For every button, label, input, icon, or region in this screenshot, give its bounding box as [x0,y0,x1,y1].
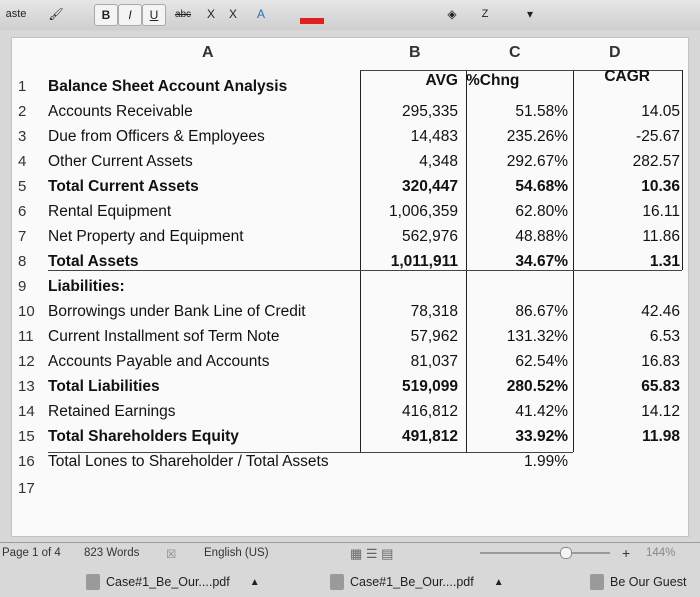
account-label[interactable]: Total Shareholders Equity [48,428,239,445]
download-filename: Case#1_Be_Our....pdf [350,575,474,589]
avg-value[interactable]: 320,447 [401,178,458,195]
paste-button[interactable]: aste [5,8,27,20]
pct-change-value[interactable]: 41.42% [515,403,568,420]
zoom-slider-thumb[interactable] [560,547,572,559]
sort-button[interactable]: Z [481,8,489,20]
avg-value[interactable]: 491,812 [401,428,458,445]
bold-button[interactable]: B [94,4,118,26]
proofing-icon[interactable]: ☒ [166,549,177,561]
format-painter-icon[interactable]: 🖌 [48,7,64,21]
avg-value[interactable]: AVG [425,72,458,89]
row-number[interactable]: 16 [18,453,35,470]
account-label[interactable]: Total Current Assets [48,178,199,195]
row-number[interactable]: 4 [18,153,27,170]
account-label[interactable]: Liabilities: [48,278,125,295]
download-item[interactable] [330,571,504,593]
avg-value[interactable]: 295,335 [401,103,458,120]
row-number[interactable]: 7 [18,228,27,245]
view-mode-icons[interactable]: ▦ ☰ ▤ [350,546,394,561]
row-number[interactable]: 1 [18,78,27,95]
table-row [12,253,688,278]
row-number[interactable]: 6 [18,203,27,220]
subscript-button[interactable]: X [206,7,215,21]
chevron-up-icon[interactable]: ▲ [249,576,260,588]
pdf-icon [330,574,344,590]
row-number[interactable]: 13 [18,378,35,395]
row-number[interactable]: 3 [18,128,27,145]
avg-value[interactable]: 416,812 [401,403,458,420]
avg-value[interactable]: 562,976 [401,228,458,245]
pdf-icon [590,574,604,590]
status-bar [0,542,700,597]
column-header-c[interactable]: C [509,44,521,61]
cagr-value[interactable]: 11.86 [642,228,680,245]
account-label[interactable]: Total Assets [48,253,139,270]
pct-change-value[interactable]: 48.88% [515,228,568,245]
pdf-icon [86,574,100,590]
cagr-value[interactable]: 10.36 [641,178,680,195]
table-row [12,480,688,505]
table-row [12,153,688,178]
account-label[interactable]: Other Current Assets [48,153,193,170]
cagr-value[interactable]: 6.53 [649,328,680,345]
column-header-a[interactable]: A [202,44,214,61]
avg-value[interactable]: 57,962 [410,328,458,345]
dropdown-arrow-icon[interactable]: ▾ [526,7,534,21]
download-item[interactable] [590,571,686,593]
row-number[interactable]: 14 [18,403,35,420]
underline-button[interactable]: U [142,4,166,26]
pct-change-value[interactable]: %Chng [466,72,520,89]
table-row [12,303,688,328]
download-filename: Be Our Guest [610,575,687,589]
table-row [12,278,688,303]
text-effects-icon[interactable]: A [256,7,265,21]
table-row [12,178,688,203]
strikethrough-button[interactable]: abc [174,8,192,20]
row-number[interactable]: 9 [18,278,27,295]
avg-value[interactable]: 14,483 [410,128,458,145]
row-number[interactable]: 11 [18,328,34,345]
account-label[interactable]: Total Liabilities [48,378,160,395]
cagr-value[interactable]: -25.67 [636,128,680,145]
cagr-value[interactable]: 282.57 [632,153,680,170]
cagr-value[interactable]: 42.46 [641,303,680,320]
pct-change-value[interactable]: 62.54% [515,353,568,370]
download-filename: Case#1_Be_Our....pdf [106,575,230,589]
pct-change-value[interactable]: 34.67% [515,253,568,270]
chevron-up-icon[interactable]: ▲ [493,576,504,588]
row-number[interactable]: 15 [18,428,35,445]
language-indicator[interactable]: English (US) [204,547,269,559]
cagr-value[interactable]: 16.11 [642,203,680,220]
cagr-value[interactable]: 14.05 [641,103,680,120]
cagr-value[interactable]: 14.12 [641,403,680,420]
table-row [12,103,688,128]
row-number[interactable]: 5 [18,178,27,195]
avg-value[interactable]: 78,318 [410,303,458,320]
table-row [12,228,688,253]
avg-value[interactable]: 1,011,911 [390,253,458,270]
zoom-level[interactable]: 144% [646,547,676,559]
table-row [12,203,688,228]
account-label[interactable]: Rental Equipment [48,203,172,220]
pct-change-value[interactable]: 62.80% [515,203,568,220]
avg-value[interactable]: 81,037 [410,353,458,370]
account-label[interactable]: Accounts Receivable [48,103,193,120]
zoom-slider-track[interactable] [480,552,610,554]
cagr-value[interactable]: 1.31 [649,253,680,270]
account-label[interactable]: Total Lones to Shareholder / Total Assets [48,453,329,470]
pct-change-value[interactable]: 51.58% [515,103,568,120]
table-row [12,353,688,378]
account-label[interactable]: Retained Earnings [48,403,176,420]
pct-change-value[interactable]: 1.99% [524,453,568,470]
zoom-in-icon[interactable]: + [622,545,631,561]
row-number[interactable]: 12 [18,353,35,370]
pct-change-value[interactable]: 54.68% [515,178,568,195]
spreadsheet-area [0,30,700,542]
cagr-value[interactable]: CAGR [604,68,650,85]
cagr-value[interactable]: 16.83 [641,353,680,370]
account-label[interactable]: Net Property and Equipment [48,228,244,245]
table-row [12,403,688,428]
column-header-d[interactable]: D [609,44,621,61]
row-number[interactable]: 10 [18,303,35,320]
account-label[interactable]: Due from Officers & Employees [48,128,265,145]
pct-change-value[interactable]: 33.92% [515,428,568,445]
superscript-button[interactable]: X [228,7,237,21]
column-header-b[interactable]: B [409,44,421,61]
table-row [12,378,688,403]
pct-change-value[interactable]: 86.67% [515,303,568,320]
pct-change-value[interactable]: 280.52% [506,378,568,395]
row-number[interactable]: 8 [18,253,27,270]
table-row [12,428,688,453]
cagr-value[interactable]: 65.83 [641,378,680,395]
avg-value[interactable]: 4,348 [419,153,458,170]
table-row [12,328,688,353]
table-row [12,453,688,478]
avg-value[interactable]: 519,099 [401,378,458,395]
font-color-bar[interactable] [300,18,324,24]
row-number[interactable]: 2 [18,103,27,120]
table-row [12,68,688,103]
embedded-table[interactable] [12,38,688,536]
download-item[interactable] [86,571,260,593]
ribbon-toolbar [0,0,700,31]
fill-icon[interactable]: ◈ [447,7,457,21]
account-label[interactable]: Accounts Payable and Accounts [48,353,270,370]
account-label[interactable]: Balance Sheet Account Analysis [48,78,288,95]
pct-change-value[interactable]: 235.26% [506,128,568,145]
pct-change-value[interactable]: 131.32% [506,328,568,345]
word-count[interactable]: 823 Words [84,547,140,559]
avg-value[interactable]: 1,006,359 [389,203,458,220]
table-row [12,128,688,153]
account-label[interactable]: Borrowings under Bank Line of Credit [48,303,306,320]
italic-button[interactable]: I [118,4,142,26]
pct-change-value[interactable]: 292.67% [506,153,568,170]
account-label[interactable]: Current Installment sof Term Note [48,328,280,345]
cagr-value[interactable]: 11.98 [642,428,680,445]
row-number[interactable]: 17 [18,480,35,497]
page-count[interactable]: Page 1 of 4 [2,547,61,559]
